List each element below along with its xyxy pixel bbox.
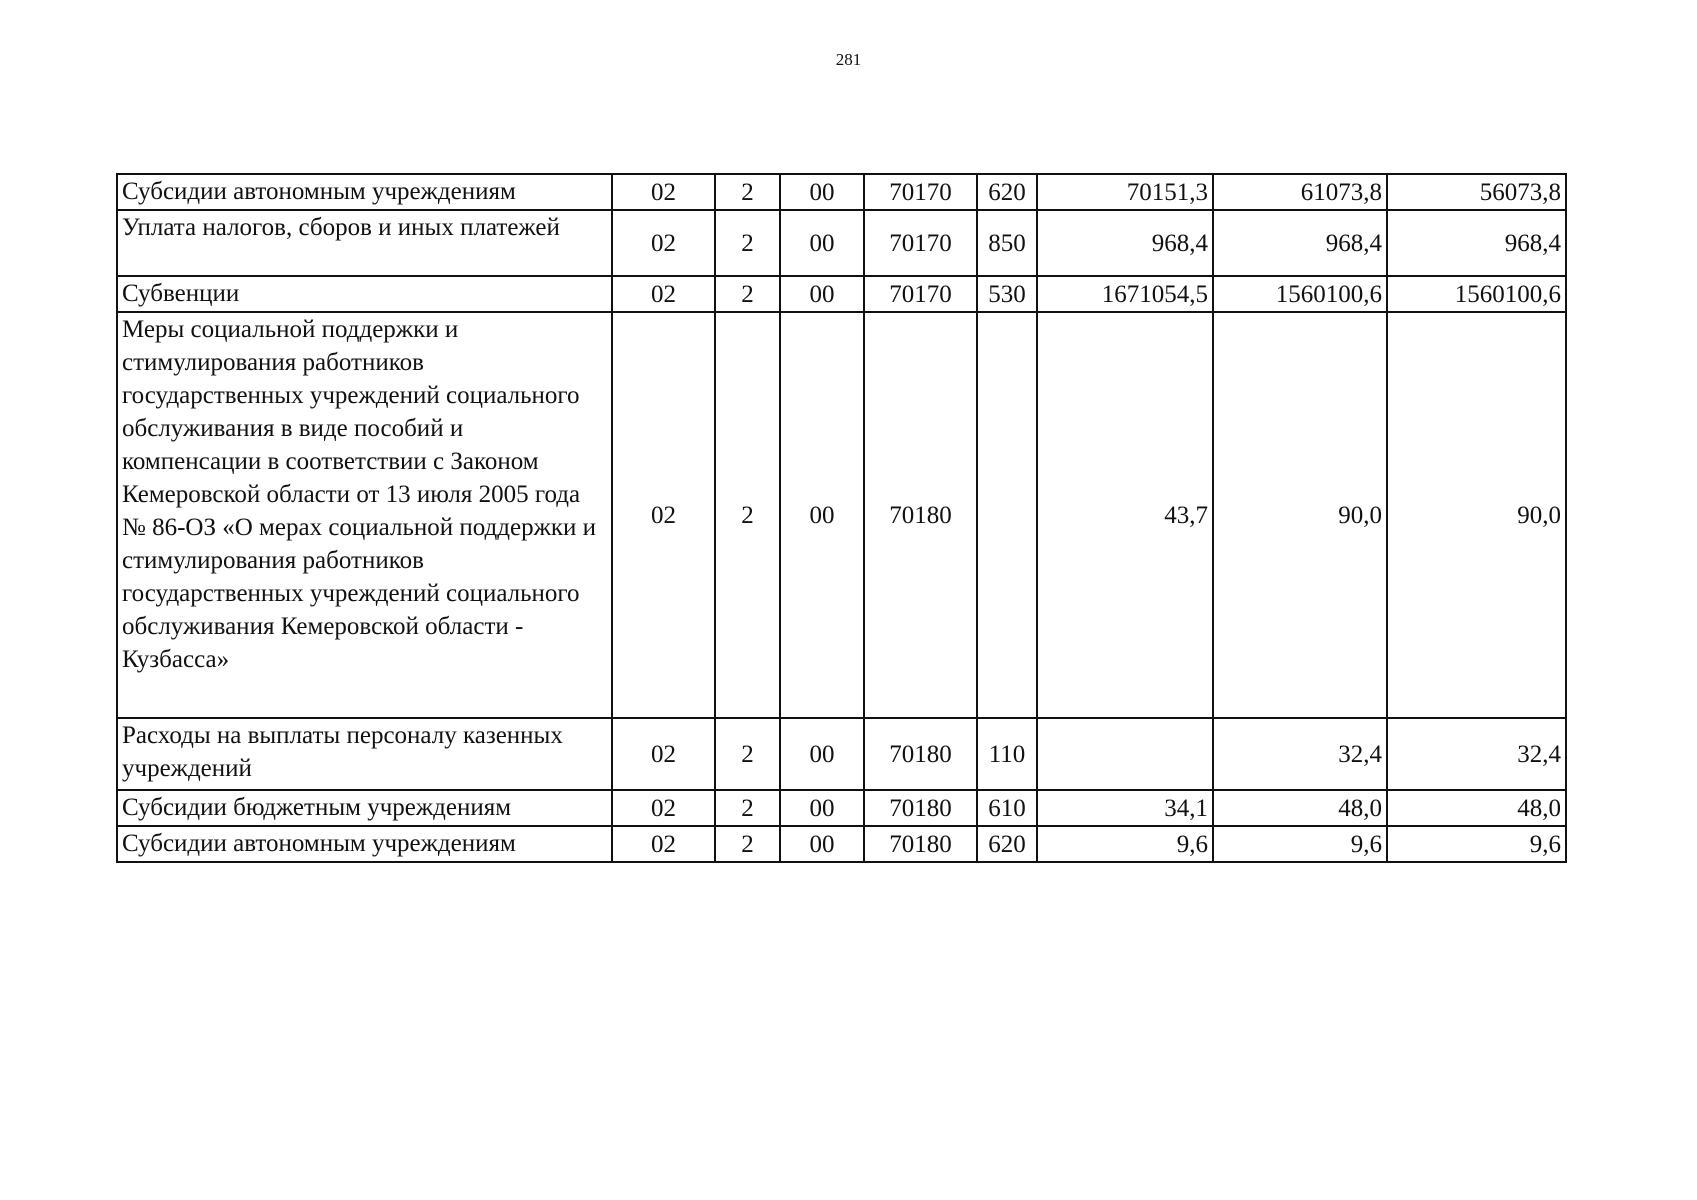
amount-1-cell: 34,1: [1037, 790, 1213, 826]
row-name-cell: Субсидии автономным учреждениям: [117, 174, 612, 210]
table-row: [117, 718, 1566, 790]
amount-2-cell: 48,0: [1213, 790, 1387, 826]
amount-2-cell: 32,4: [1213, 718, 1387, 790]
amount-1-cell: 968,4: [1037, 210, 1213, 276]
section-code-cell: 02: [612, 174, 715, 210]
target-code-cell: 70170: [864, 174, 977, 210]
amount-2-cell: 9,6: [1213, 826, 1387, 862]
amount-3-cell: 56073,8: [1387, 174, 1566, 210]
table-row: [117, 312, 1566, 718]
section-code-cell: 02: [612, 826, 715, 862]
target-code-cell: 70170: [864, 210, 977, 276]
expense-type-cell: 530: [977, 276, 1037, 312]
program-code-cell: 00: [780, 790, 864, 826]
row-name-cell: Меры социальной поддержки и стимулирования работников государственных учреждений социального обслуживания в виде пособий и компенсации в соответствии с Законом Кемеровской области от 13 июля 2005 года № 86-ОЗ «О мерах социальной поддержки и стимулирования работников государственных учреждений социального обслуживания Кемеровской области - Кузбасса»: [117, 312, 612, 718]
amount-1-cell: 43,7: [1037, 312, 1213, 718]
section-code-cell: 02: [612, 312, 715, 718]
program-code-cell: 00: [780, 276, 864, 312]
amount-2-cell: 1560100,6: [1213, 276, 1387, 312]
expense-type-cell: 850: [977, 210, 1037, 276]
amount-2-cell: 90,0: [1213, 312, 1387, 718]
subsection-code-cell: 2: [715, 718, 780, 790]
row-name-cell: Уплата налогов, сборов и иных платежей: [117, 210, 612, 276]
program-code-cell: 00: [780, 174, 864, 210]
expense-type-cell: 610: [977, 790, 1037, 826]
target-code-cell: 70180: [864, 790, 977, 826]
expense-type-cell: 620: [977, 174, 1037, 210]
amount-3-cell: 1560100,6: [1387, 276, 1566, 312]
program-code-cell: 00: [780, 312, 864, 718]
amount-3-cell: 32,4: [1387, 718, 1566, 790]
table-row: [117, 210, 1566, 276]
program-code-cell: 00: [780, 826, 864, 862]
section-code-cell: 02: [612, 276, 715, 312]
section-code-cell: 02: [612, 790, 715, 826]
table-row: [117, 276, 1566, 312]
amount-1-cell: 70151,3: [1037, 174, 1213, 210]
row-name-cell: Субвенции: [117, 276, 612, 312]
target-code-cell: 70170: [864, 276, 977, 312]
program-code-cell: 00: [780, 210, 864, 276]
target-code-cell: 70180: [864, 718, 977, 790]
row-name-cell: Субсидии бюджетным учреждениям: [117, 790, 612, 826]
page-number: 281: [835, 50, 862, 69]
amount-2-cell: 968,4: [1213, 210, 1387, 276]
table-row: [117, 826, 1566, 862]
amount-1-cell: [1037, 718, 1213, 790]
amount-2-cell: 61073,8: [1213, 174, 1387, 210]
amount-3-cell: 90,0: [1387, 312, 1566, 718]
subsection-code-cell: 2: [715, 826, 780, 862]
amount-1-cell: 9,6: [1037, 826, 1213, 862]
expense-type-cell: [977, 312, 1037, 718]
expense-type-cell: 110: [977, 718, 1037, 790]
row-name-cell: Субсидии автономным учреждениям: [117, 826, 612, 862]
section-code-cell: 02: [612, 210, 715, 276]
subsection-code-cell: 2: [715, 276, 780, 312]
subsection-code-cell: 2: [715, 210, 780, 276]
expense-type-cell: 620: [977, 826, 1037, 862]
amount-3-cell: 968,4: [1387, 210, 1566, 276]
table-row: [117, 174, 1566, 210]
section-code-cell: 02: [612, 718, 715, 790]
amount-1-cell: 1671054,5: [1037, 276, 1213, 312]
amount-3-cell: 48,0: [1387, 790, 1566, 826]
target-code-cell: 70180: [864, 312, 977, 718]
table-row: [117, 790, 1566, 826]
amount-3-cell: 9,6: [1387, 826, 1566, 862]
target-code-cell: 70180: [864, 826, 977, 862]
program-code-cell: 00: [780, 718, 864, 790]
subsection-code-cell: 2: [715, 790, 780, 826]
subsection-code-cell: 2: [715, 174, 780, 210]
subsection-code-cell: 2: [715, 312, 780, 718]
row-name-cell: Расходы на выплаты персоналу казенных учреждений: [117, 718, 612, 790]
budget-table: [116, 173, 1567, 863]
